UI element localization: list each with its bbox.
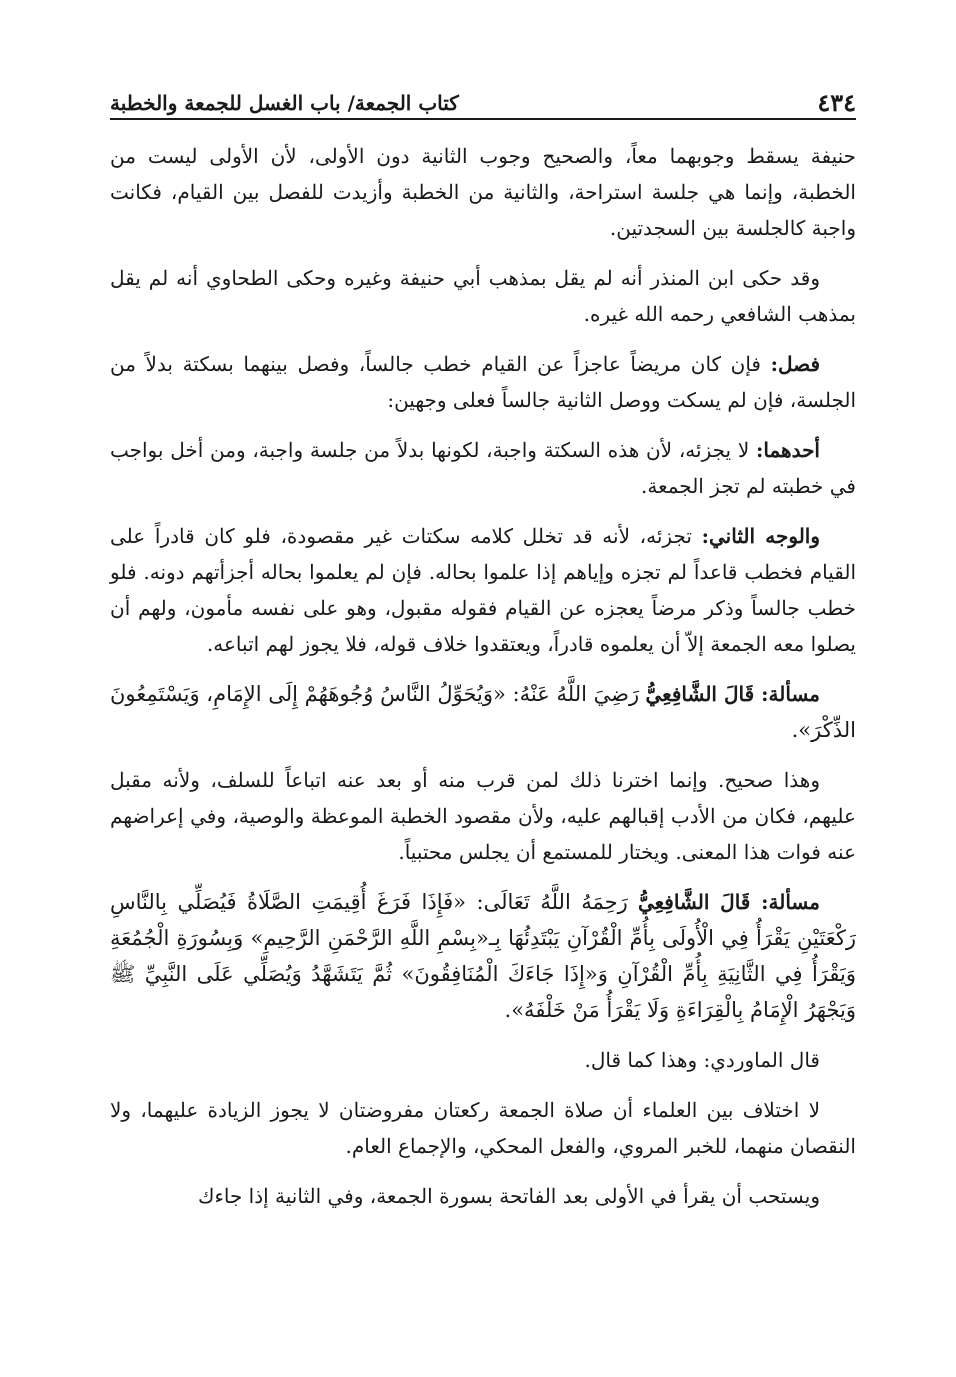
paragraph-9 — [110, 1042, 856, 1078]
page-number: ٤٣٤ — [817, 88, 856, 117]
quoted-text: رَحِمَهُ اللَّهُ تَعَالَى: «فَإِذَا فَرَغَ أُقِيمَتِ الصَّلَاةُ فَيُصَلِّي بِالنَّاسِ رَكْعَتَيْنِ يَقْرَأُ فِي الْأُولَى بِأُمِّ الْقُرْآنِ يَبْتَدِئُهَا بِـ«بِسْمِ اللَّهِ الرَّحْمَنِ الرَّحِيمِ» وَبِسُورَةِ الْجُمُعَةِ وَيَقْرَأُ فِي الثَّانِيَةِ بِأُمِّ الْقُرْآنِ وَ«إِذَا جَاءَكَ الْمُنَافِقُونَ» ثُمَّ يَتَشَهَّدُ وَيُصَلِّي عَلَى النَّبِيِّ ﷺ وَيَجْهَرُ الْإِمَامُ بِالْقِرَاءَةِ وَلَا يَقْرَأُ مَنْ خَلْفَهُ». — [110, 890, 856, 1022]
paragraph-7 — [110, 762, 856, 870]
paragraph-8 — [110, 884, 856, 1028]
paragraph-4 — [110, 432, 856, 504]
mas-ala-lead: مسألة: قَالَ الشَّافِعِيُّ — [637, 890, 820, 914]
paragraph-11 — [110, 1178, 856, 1214]
paragraph-text: فإن كان مريضاً عاجزاً عن القيام خطب جالساً، وفصل بينهما بسكتة بدلاً من الجلسة، فإن لم يسكت ووصل الثانية جالساً فعلى وجهين: — [110, 352, 856, 412]
page-body — [110, 138, 856, 1214]
section-lead: فصل: — [770, 352, 821, 376]
paragraph-text: لا اختلاف بين العلماء أن صلاة الجمعة ركعتان مفروضتان لا يجوز الزيادة عليهما، ولا النقصان منهما، للخبر المروي، والفعل المحكي، والإجماع العام. — [110, 1098, 856, 1158]
paragraph-text: وقد حكى ابن المنذر أنه لم يقل بمذهب أبي حنيفة وغيره وحكى الطحاوي أنه لم يقل بمذهب الشافعي رحمه الله غيره. — [110, 266, 856, 326]
paragraph-5 — [110, 518, 856, 662]
paragraph-text: ويستحب أن يقرأ في الأولى بعد الفاتحة بسورة الجمعة، وفي الثانية إذا جاءك — [197, 1184, 820, 1208]
header-title: كتاب الجمعة/ باب الغسل للجمعة والخطبة — [110, 91, 459, 115]
paragraph-text: لا يجزئه، لأن هذه السكتة واجبة، لكونها بدلاً من جلسة واجبة، ومن أخل بواجب في خطبته لم تجز الجمعة. — [110, 438, 856, 498]
paragraph-3 — [110, 346, 856, 418]
paragraph-1 — [110, 138, 856, 246]
section-lead: أحدهما: — [755, 438, 820, 462]
paragraph-6 — [110, 676, 856, 748]
paragraph-2 — [110, 260, 856, 332]
running-header — [110, 84, 856, 120]
paragraph-text: حنيفة يسقط وجوبهما معاً، والصحيح وجوب الثانية دون الأولى، لأن الأولى ليست من الخطبة، وإنما هي جلسة استراحة، والثانية من الخطبة وأزيدت للفصل بين القيام، فكانت واجبة كالجلسة بين السجدتين. — [110, 144, 856, 240]
mas-ala-lead: مسألة: قَالَ الشَّافِعِيُّ — [645, 682, 820, 706]
paragraph-10 — [110, 1092, 856, 1164]
section-lead: والوجه الثاني: — [701, 524, 821, 548]
paragraph-text: وهذا صحيح. وإنما اخترنا ذلك لمن قرب منه أو بعد عنه اتباعاً للسلف، ولأنه مقبل عليهم، فكان من الأدب إقبالهم عليه، ولأن مقصود الخطبة الموعظة والوصية، وفي إعراضهم عنه فوات هذا المعنى. ويختار للمستمع أن يجلس محتبياً. — [110, 768, 856, 864]
paragraph-text: قال الماوردي: وهذا كما قال. — [584, 1048, 820, 1072]
quoted-text: رَضِيَ اللَّهُ عَنْهُ: «وَيُحَوِّلُ النَّاسُ وُجُوهَهُمْ إِلَى الإِمَامِ، وَيَسْتَمِعُونَ الذِّكْرَ». — [110, 682, 856, 742]
paragraph-text: تجزئه، لأنه قد تخلل كلامه سكتات غير مقصودة، فلو كان قادراً على القيام فخطب قاعداً لم تجزه وإياهم إذا علموا بحاله. فإن لم يعلموا بحاله أجزأتهم دونه. فلو خطب جالساً وذكر مرضاً يعجزه عن القيام فقوله مقبول، وهو على نفسه مأمون، ولهم أن يصلوا معه الجمعة إلاّ أن يعلموه قادراً، ويعتقدوا خلاف قوله، فلا يجوز لهم اتباعه. — [110, 524, 856, 656]
